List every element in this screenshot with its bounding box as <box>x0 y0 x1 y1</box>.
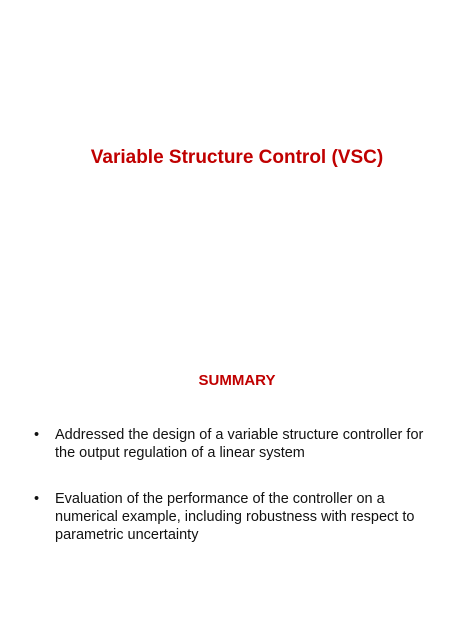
bullet-item <box>34 490 446 544</box>
slide-title: Variable Structure Control (VSC) <box>90 147 384 168</box>
bullet-marker: • <box>34 427 40 443</box>
bullet-text: Addressed the design of a variable structure controller for the output regulation of a linear system <box>55 427 424 461</box>
bullet-item <box>34 426 446 462</box>
bullet-text: Evaluation of the performance of the controller on a numerical example, including robustness with respect to parametric uncertainty <box>55 491 415 543</box>
bullet-marker: • <box>34 491 40 507</box>
summary-heading: SUMMARY <box>198 372 276 389</box>
